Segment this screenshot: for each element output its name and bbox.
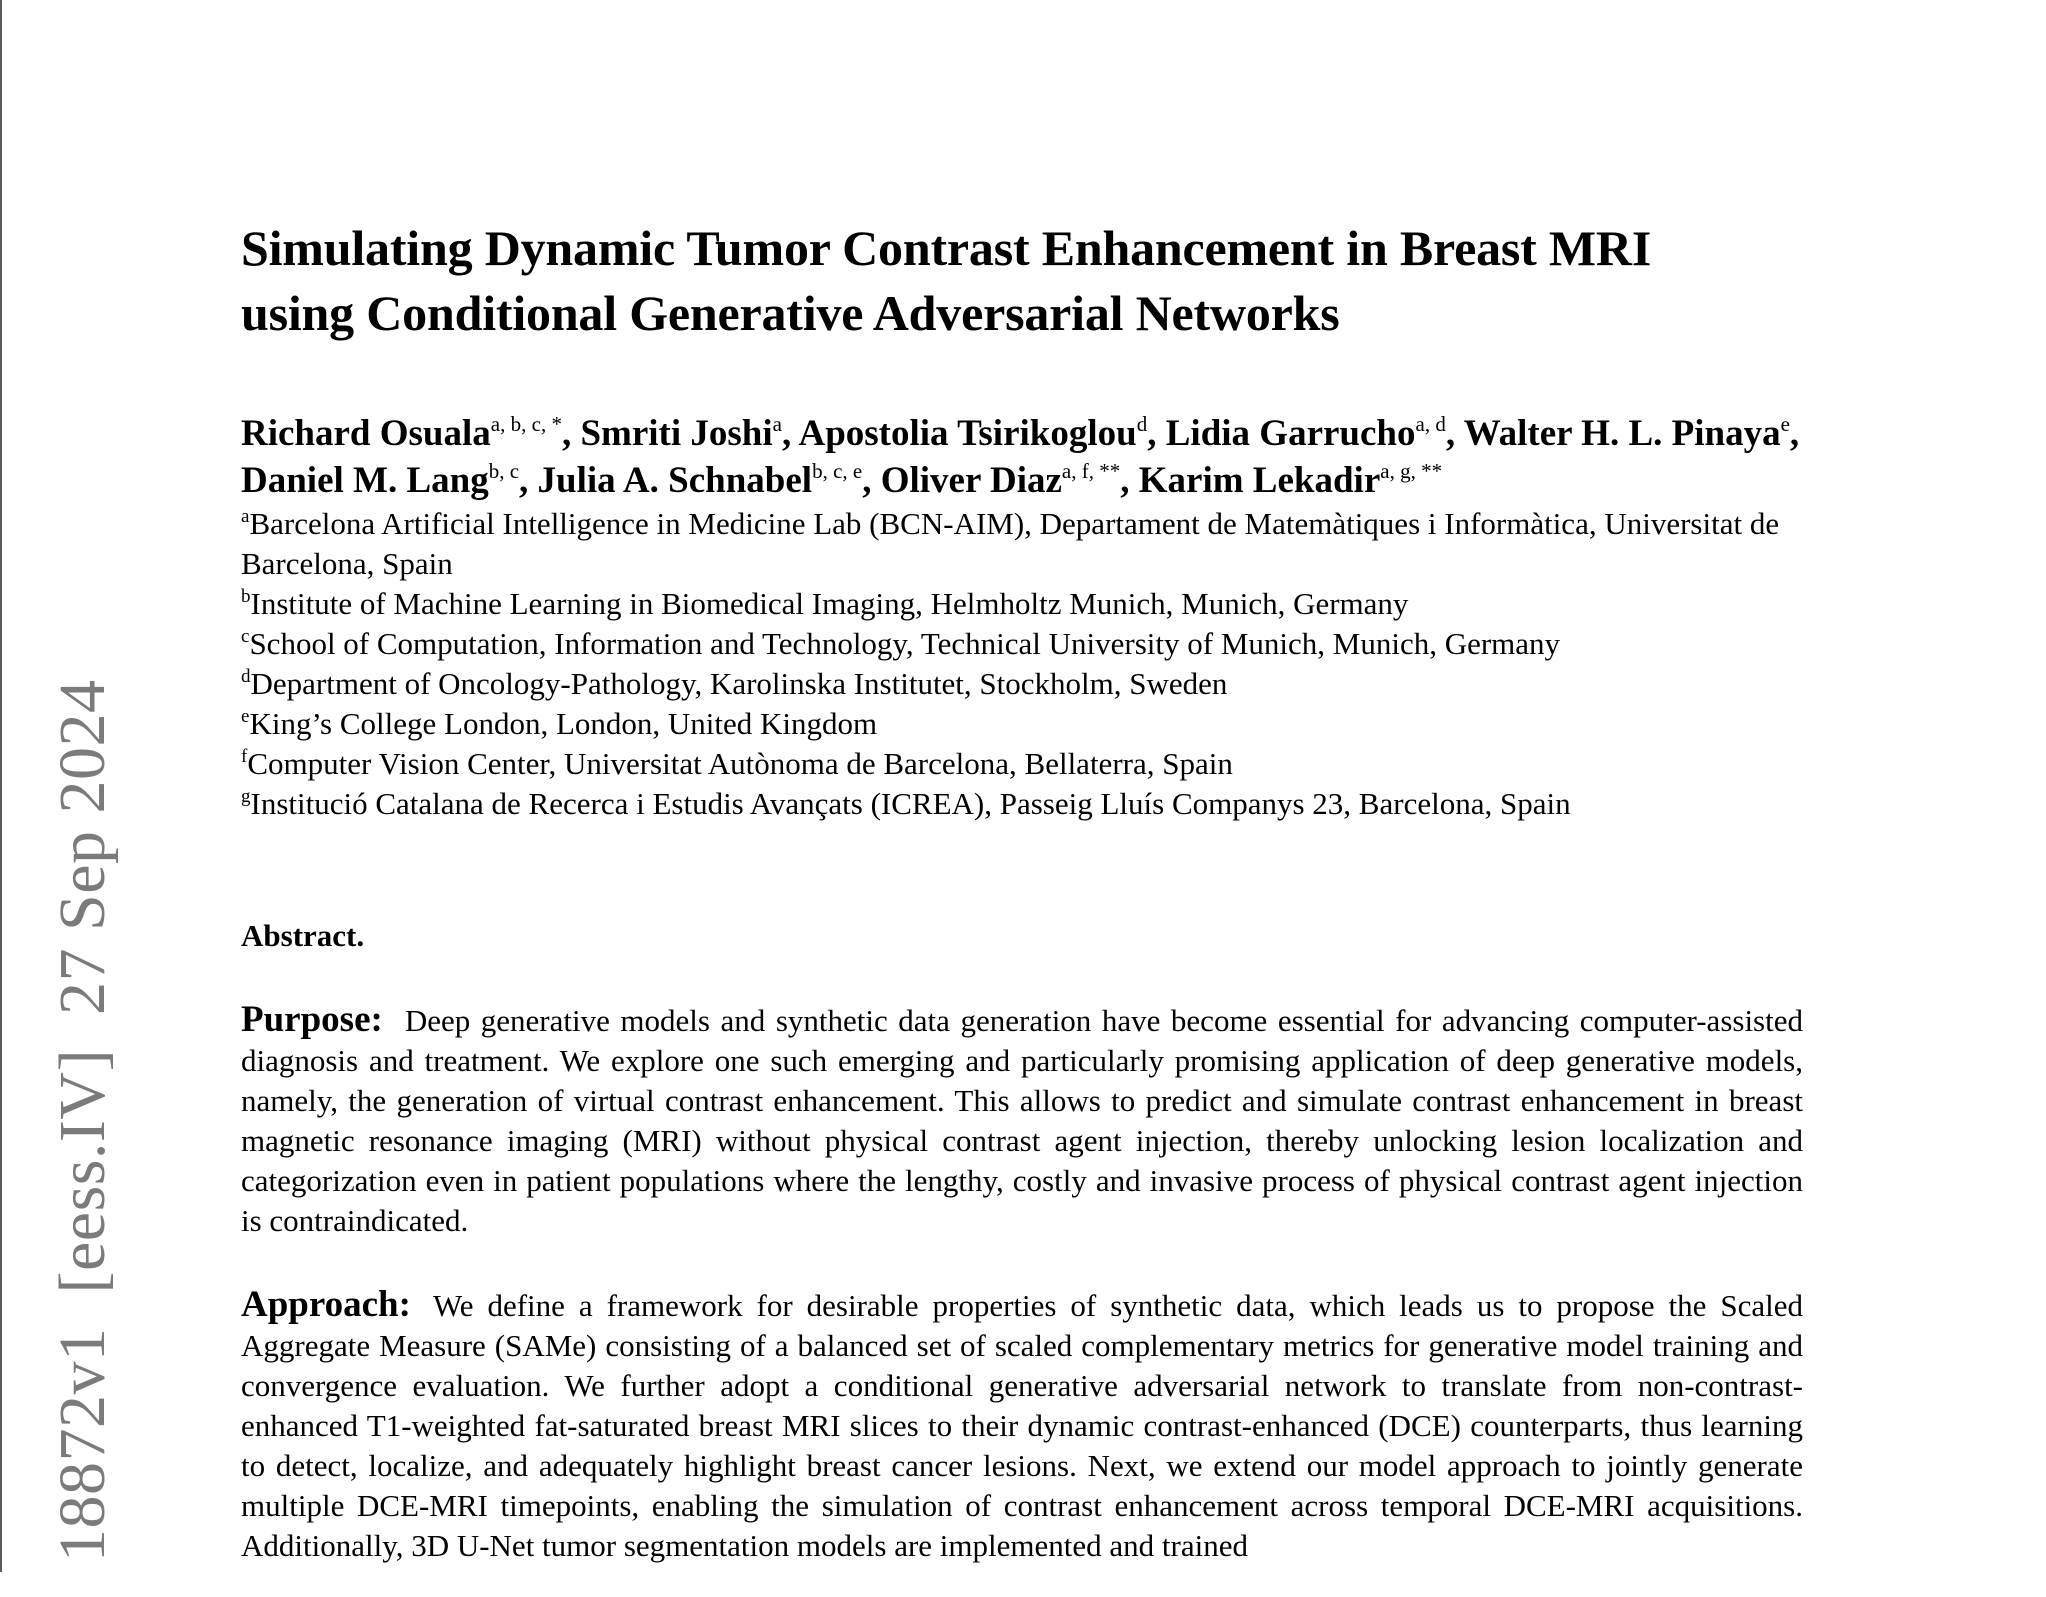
approach-label: Approach:: [241, 1284, 411, 1325]
affiliation: $^d$Department of Oncology-Pathology, Karolinska Institutet, Stockholm, Sweden: [241, 666, 1228, 701]
affiliation: $^f$Computer Vision Center, Universitat Autònoma de Barcelona, Bellaterra, Spain: [241, 746, 1233, 781]
author: Lidia Garrucho$^{a, d}$,: [1165, 412, 1464, 454]
author-list: [241, 410, 1803, 504]
author: Smriti Joshi$^a$,: [580, 412, 799, 454]
affiliation: $^e$King’s College London, London, United Kingdom: [241, 706, 878, 741]
affiliation: $^a$Barcelona Artificial Intelligence in Medicine Lab (BCN-AIM), Departament de Matemàtiques i Informàtica, Universitat de Barcelona, Spain: [241, 506, 1780, 581]
affiliation: $^b$Institute of Machine Learning in Biomedical Imaging, Helmholtz Munich, Munich, Germany: [241, 586, 1409, 621]
author: Daniel M. Lang$^{b, c}$,: [241, 459, 538, 501]
affiliation: $^c$School of Computation, Information and Technology, Technical University of Munich, Munich, Germany: [241, 626, 1561, 661]
arxiv-identifier: 18872v1 [eess.IV] 27 Sep 2024: [46, 679, 119, 1562]
paper-title: [241, 216, 1803, 346]
abstract-approach: [241, 1285, 1803, 1566]
author: Karim Lekadir$^{a, g, **}$: [1138, 459, 1443, 501]
purpose-text: Deep generative models and synthetic data generation have become essential for advancing computer-assisted diagnosis and treatment. We explore one such emerging and particularly promising application of deep generative models, namely, the generation of virtual contrast enhancement. This allows to predict and simulate contrast enhancement in breast magnetic resonance imaging (MRI) without physical contrast agent injection, thereby unlocking lesion localization and categorization even in patient populations where the lengthy, costly and invasive process of physical contrast agent injection is contraindicated.: [241, 1003, 1803, 1238]
author: Julia A. Schnabel$^{b, c, e}$,: [537, 459, 881, 501]
paper-first-page: [241, 216, 1803, 1597]
affiliation-list: [241, 504, 1803, 824]
purpose-label: Purpose:: [241, 999, 383, 1040]
affiliation: $^g$Institució Catalana de Recerca i Estudis Avançats (ICREA), Passeig Lluís Companys 23, Barcelona, Spain: [241, 786, 1571, 821]
approach-text: We define a framework for desirable properties of synthetic data, which leads us to propose the Scaled Aggregate Measure (SAMe) consisting of a balanced set of scaled complementary metrics for generative model training and convergence evaluation. We further adopt a conditional generative adversarial network to translate from non-contrast-enhanced T1-weighted fat-saturated breast MRI slices to their dynamic contrast-enhanced (DCE) counterparts, thus learning to detect, localize, and adequately highlight breast cancer lesions. Next, we extend our model approach to jointly generate multiple DCE-MRI timepoints, enabling the simulation of contrast enhancement across temporal DCE-MRI acquisitions. Additionally, 3D U-Net tumor segmentation models are implemented and trained: [241, 1288, 1803, 1563]
page-left-border: [0, 0, 2, 1572]
author: Oliver Diaz$^{a, f, **}$,: [880, 459, 1139, 501]
author: Richard Osuala$^{a, b, c, *}$,: [241, 412, 581, 454]
paper-title-line-1: Simulating Dynamic Tumor Contrast Enhancement in Breast MRI: [241, 220, 1652, 276]
author: Walter H. L. Pinaya$^e$,: [1463, 412, 1800, 454]
author: Apostolia Tsirikoglou$^d$,: [798, 412, 1166, 454]
abstract-heading: Abstract.: [241, 918, 365, 953]
abstract-purpose: [241, 1000, 1803, 1241]
paper-title-line-2: using Conditional Generative Adversarial Networks: [241, 285, 1340, 341]
